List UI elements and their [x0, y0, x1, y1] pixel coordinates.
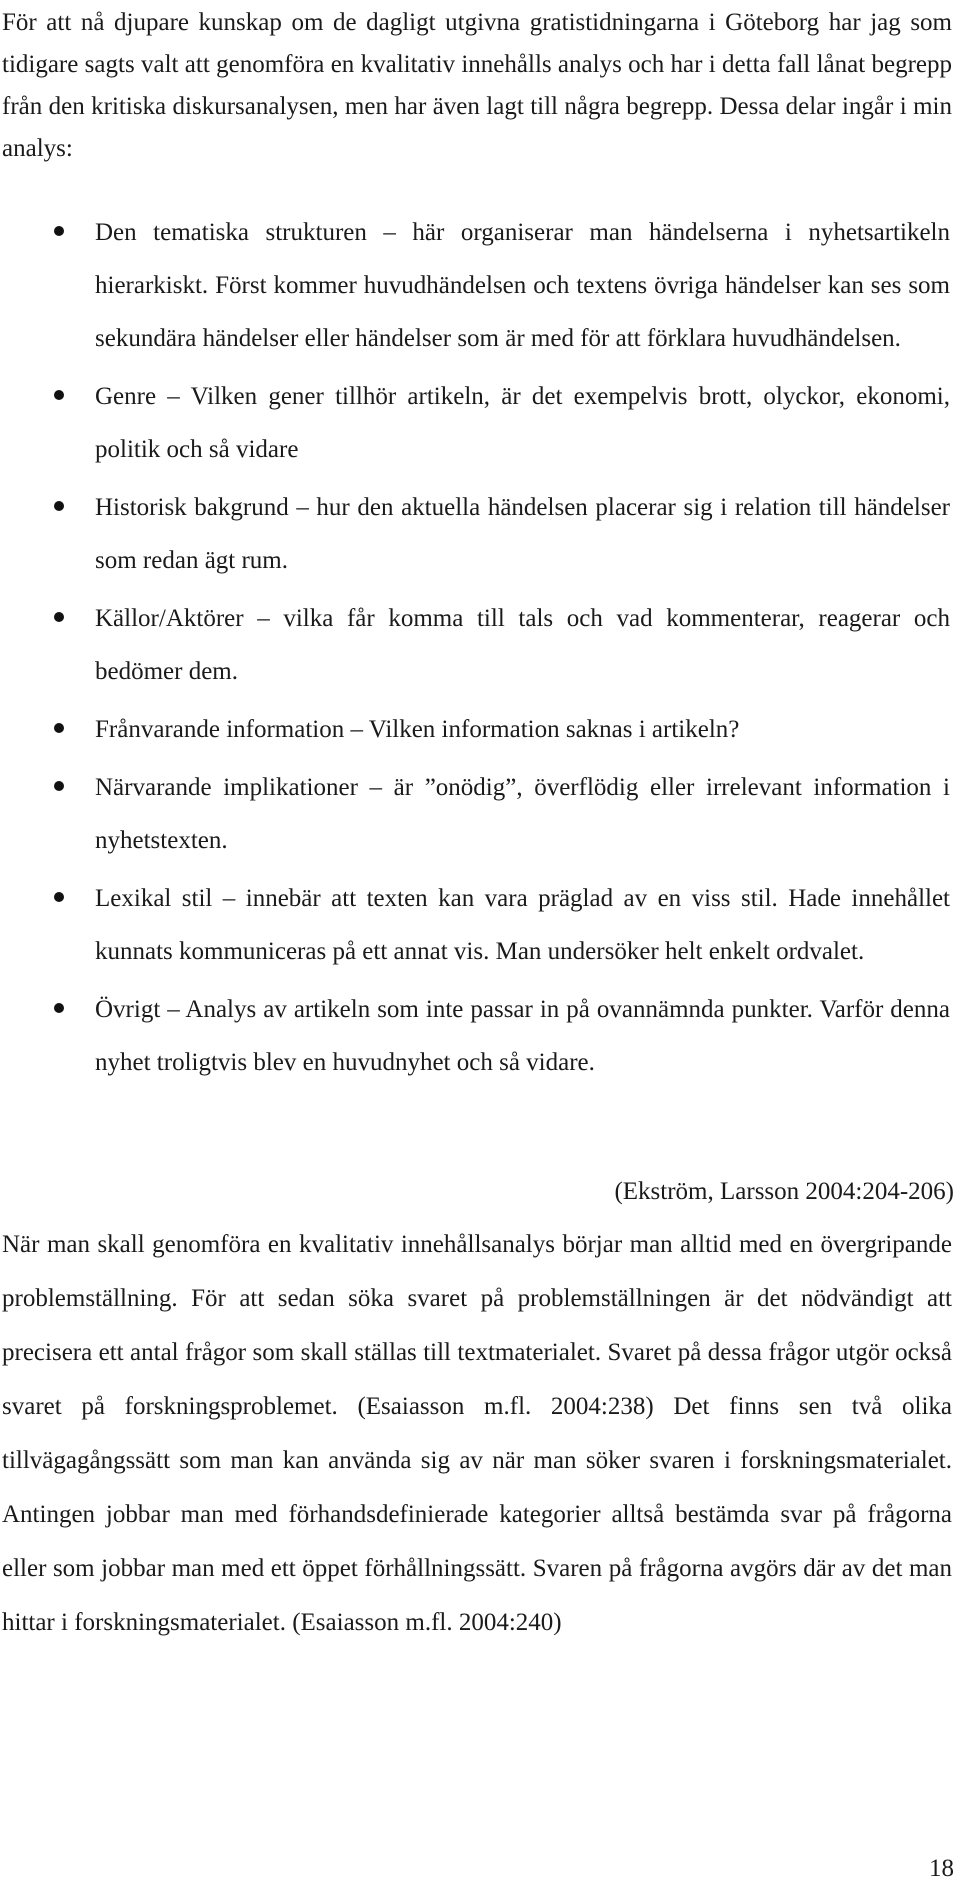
analysis-bullet-list	[0, 206, 960, 1094]
bullet-text: Övrigt – Analys av artikeln som inte passar in på ovannämnda punkter. Varför denna nyhet troligtvis blev en huvudnyhet och så vidare.	[95, 996, 950, 1076]
bullet-text: Historisk bakgrund – hur den aktuella händelsen placerar sig i relation till händelser som redan ägt rum.	[95, 494, 950, 574]
bullet-item-thematic-structure	[0, 206, 950, 365]
bullet-text: Den tematiska strukturen – här organiserar man händelserna i nyhetsartikeln hierarkiskt. Först kommer huvudhändelsen och textens övriga händelser kan ses som sekundära händelser eller händelser som är med för att förklara huvudhändelsen.	[95, 219, 950, 352]
bullet-icon	[54, 501, 64, 511]
bullet-text: Lexikal stil – innebär att texten kan vara präglad av en viss stil. Hade innehållet kunnats kommuniceras på ett annat vis. Man undersöker helt enkelt ordvalet.	[95, 885, 950, 965]
citation: (Ekström, Larsson 2004:204-206)	[614, 1178, 954, 1205]
bullet-icon	[54, 390, 64, 400]
bullet-text: Genre – Vilken gener tillhör artikeln, är det exempelvis brott, olyckor, ekonomi, politik och så vidare	[95, 383, 950, 463]
bullet-text: Frånvarande information – Vilken information saknas i artikeln?	[95, 716, 740, 743]
bullet-icon	[54, 1003, 64, 1013]
intro-paragraph: För att nå djupare kunskap om de dagligt utgivna gratistidningarna i Göteborg har jag som tidigare sagts valt att genomföra en kvalitativ innehålls analys och har i detta fall lånat begrepp från den kritiska diskursanalysen, men har även lagt till några begrepp. Dessa delar ingår i min analys:	[2, 9, 952, 162]
bullet-text: Närvarande implikationer – är ”onödig”, överflödig eller irrelevant information i nyhetstexten.	[95, 774, 950, 854]
bullet-text: Källor/Aktörer – vilka får komma till tals och vad kommenterar, reagerar och bedömer dem.	[95, 605, 950, 685]
bullet-icon	[54, 723, 64, 733]
bullet-item-present-implications	[0, 761, 950, 867]
body-paragraph: När man skall genomföra en kvalitativ innehållsanalys börjar man alltid med en övergripande problemställning. För att sedan söka svaret på problemställningen är det nödvändigt att precisera ett antal frågor som skall ställas till textmaterialet. Svaret på dessa frågor utgör också svaret på forskningsproblemet. (Esaiasson m.fl. 2004:238) Det finns sen två olika tillvägagångssätt som man kan använda sig av när man söker svaren i forskningsmaterialet. Antingen jobbar man med förhandsdefinierade kategorier alltså bestämda svar på frågorna eller som jobbar man med ett öppet förhållningssätt. Svaren på frågorna avgörs där av det man hittar i forskningsmaterialet. (Esaiasson m.fl. 2004:240)	[2, 1231, 952, 1636]
bullet-item-lexical-style	[0, 872, 950, 978]
bullet-item-other	[0, 983, 950, 1089]
bullet-icon	[54, 226, 64, 236]
bullet-icon	[54, 612, 64, 622]
page-number: 18	[929, 1855, 954, 1882]
bullet-icon	[54, 892, 64, 902]
bullet-icon	[54, 781, 64, 791]
bullet-item-absent-information	[0, 703, 950, 756]
bullet-item-genre	[0, 370, 950, 476]
bullet-item-sources-actors	[0, 592, 950, 698]
bullet-item-historical-background	[0, 481, 950, 587]
